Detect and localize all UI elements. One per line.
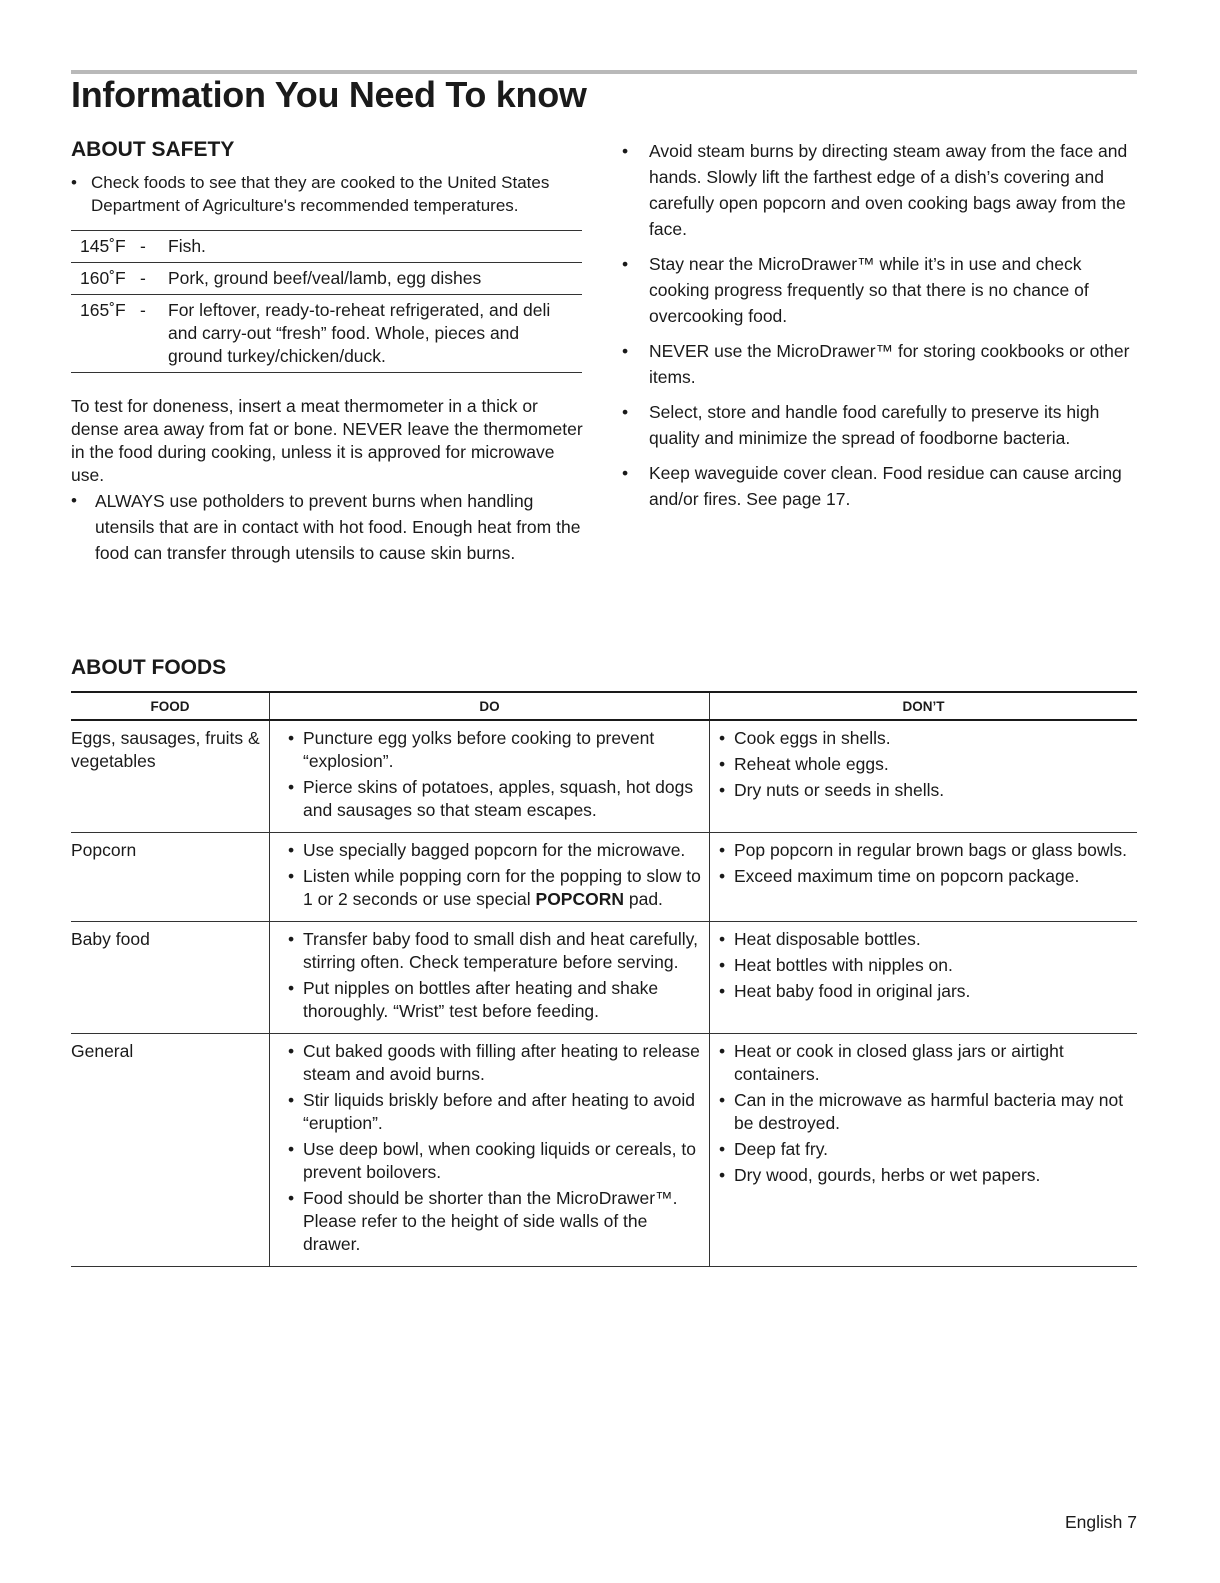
do-text-main: Listen while popping corn for the popping to slow to 1 or 2 seconds or use special: [303, 866, 701, 909]
bullet-dot: •: [719, 840, 726, 860]
dont-item: [719, 839, 1137, 862]
page-footer: English 7: [1065, 1512, 1137, 1532]
food-cell: Baby food: [71, 922, 270, 1034]
safety-bullet: [622, 399, 1142, 451]
do-text: Cut baked goods with filling after heating to release steam and avoid burns.: [303, 1041, 700, 1084]
table-row: [71, 1034, 1137, 1267]
dont-item: [719, 1089, 1137, 1135]
temperature-table: [71, 230, 582, 373]
dont-item: [719, 1164, 1137, 1187]
dont-item: [719, 779, 1137, 802]
doneness-paragraph: To test for doneness, insert a meat thermometer in a thick or dense area away from fat or bone. NEVER leave the thermometer in the food during cooking, unless it is approved for microwave use.: [71, 396, 583, 485]
bullet-dot: •: [288, 777, 295, 797]
do-item: [288, 1187, 709, 1256]
safety-bullet: [622, 138, 1142, 242]
dont-item: [719, 928, 1137, 951]
bullet-text: NEVER use the MicroDrawer™ for storing cookbooks or other items.: [649, 341, 1130, 387]
do-cell: [270, 720, 710, 833]
do-item: [288, 1138, 709, 1184]
dont-cell: [710, 922, 1138, 1034]
bullet-dot: •: [719, 955, 726, 975]
do-item: [288, 928, 709, 974]
do-item: [288, 977, 709, 1023]
bullet-dot: •: [719, 981, 726, 1001]
dont-text: Dry wood, gourds, herbs or wet papers.: [734, 1165, 1041, 1185]
do-cell: [270, 1034, 710, 1267]
column-header-food: FOOD: [71, 692, 270, 720]
temp-dash: -: [140, 300, 146, 320]
do-text: Stir liquids briskly before and after heating to avoid “eruption”.: [303, 1090, 696, 1133]
dont-item: [719, 727, 1137, 750]
temp-desc: For leftover, ready-to-reheat refrigerated, and deli and carry-out “fresh” food. Whole, pieces and ground turkey/chicken/duck.: [168, 300, 551, 366]
bullet-dot: •: [719, 1041, 726, 1061]
bullet-dot: •: [719, 1090, 726, 1110]
temp-dash: -: [140, 236, 146, 256]
bullet-dot: •: [288, 1090, 295, 1110]
do-text: Put nipples on bottles after heating and shake thoroughly. “Wrist” test before feeding.: [303, 978, 659, 1021]
dont-item: [719, 753, 1137, 776]
temp-row: [71, 263, 582, 295]
bullet-dot: •: [288, 1041, 295, 1061]
bullet-dot: •: [622, 402, 629, 422]
do-cell: [270, 833, 710, 922]
bullet-dot: •: [719, 728, 726, 748]
table-row: [71, 922, 1137, 1034]
bullet-dot: •: [288, 978, 295, 998]
do-text: Pierce skins of potatoes, apples, squash, hot dogs and sausages so that steam escapes.: [303, 777, 694, 820]
safety-bullet: [622, 251, 1142, 329]
temp-value: 145˚F: [80, 236, 126, 256]
safety-intro-bullet: [71, 171, 586, 217]
bullet-dot: •: [719, 754, 726, 774]
bullet-dot: •: [288, 1188, 295, 1208]
potholder-bullet: [71, 488, 586, 566]
bullet-dot: •: [719, 929, 726, 949]
do-text: [303, 865, 709, 911]
bullet-dot: •: [288, 840, 295, 860]
do-text: Food should be shorter than the MicroDrawer™. Please refer to the height of side walls of the drawer.: [303, 1188, 678, 1254]
bullet-dot: •: [288, 929, 295, 949]
temp-value: 160˚F: [80, 268, 126, 288]
temp-row: [71, 231, 582, 263]
safety-left-column: [71, 138, 586, 566]
do-item: [288, 1089, 709, 1135]
popcorn-pad-label: POPCORN: [535, 889, 624, 909]
dont-item: [719, 1040, 1137, 1086]
do-text: Puncture egg yolks before cooking to prevent “explosion”.: [303, 728, 655, 771]
safety-bullet: [622, 460, 1142, 512]
table-row: [71, 833, 1137, 922]
do-text: Transfer baby food to small dish and heat carefully, stirring often. Check temperature before serving.: [303, 929, 698, 972]
bullet-dot: •: [288, 866, 295, 886]
dont-item: [719, 865, 1137, 888]
bullet-dot: •: [719, 866, 726, 886]
table-header-row: [71, 692, 1137, 720]
bullet-dot: •: [71, 173, 77, 192]
do-item: [288, 727, 709, 773]
temp-desc: Pork, ground beef/veal/lamb, egg dishes: [168, 268, 482, 288]
bullet-text: Keep waveguide cover clean. Food residue can cause arcing and/or fires. See page 17.: [649, 463, 1122, 509]
table-row: [71, 720, 1137, 833]
safety-bullet: [622, 338, 1142, 390]
page-title: Information You Need To know: [71, 74, 587, 115]
bullet-text: Stay near the MicroDrawer™ while it’s in use and check cooking progress frequently so that there is no chance of overcooking food.: [649, 254, 1089, 326]
dont-text: Heat or cook in closed glass jars or airtight containers.: [734, 1041, 1064, 1084]
temp-dash: -: [140, 268, 146, 288]
bullet-dot: •: [622, 141, 629, 161]
foods-table: [71, 691, 1137, 1267]
dont-item: [719, 980, 1137, 1003]
bullet-dot: •: [71, 491, 77, 510]
safety-right-column: [622, 138, 1142, 521]
dont-cell: [710, 720, 1138, 833]
column-header-do: DO: [270, 692, 710, 720]
dont-item: [719, 1138, 1137, 1161]
do-item: [288, 865, 709, 911]
bullet-dot: •: [622, 463, 629, 483]
dont-cell: [710, 833, 1138, 922]
food-cell: General: [71, 1034, 270, 1267]
dont-cell: [710, 1034, 1138, 1267]
do-item: [288, 776, 709, 822]
do-item: [288, 839, 709, 862]
bullet-dot: •: [622, 254, 629, 274]
do-text: Use deep bowl, when cooking liquids or cereals, to prevent boilovers.: [303, 1139, 696, 1182]
food-cell: Eggs, sausages, fruits & vegetables: [71, 720, 270, 833]
bullet-dot: •: [288, 728, 295, 748]
bullet-dot: •: [719, 1165, 726, 1185]
column-header-dont: DON’T: [710, 692, 1138, 720]
do-item: [288, 1040, 709, 1086]
temp-row: [71, 295, 582, 373]
dont-text: Pop popcorn in regular brown bags or glass bowls.: [734, 840, 1127, 860]
bullet-dot: •: [288, 1139, 295, 1159]
do-text-tail: pad.: [624, 889, 663, 909]
do-cell: [270, 922, 710, 1034]
dont-text: Reheat whole eggs.: [734, 754, 889, 774]
bullet-text: Check foods to see that they are cooked to the United States Department of Agriculture's recommended temperatures.: [91, 173, 550, 215]
dont-text: Cook eggs in shells.: [734, 728, 891, 748]
bullet-text: Select, store and handle food carefully to preserve its high quality and minimize the spread of foodborne bacteria.: [649, 402, 1100, 448]
dont-text: Heat disposable bottles.: [734, 929, 921, 949]
bullet-dot: •: [622, 341, 629, 361]
food-cell: Popcorn: [71, 833, 270, 922]
temp-desc: Fish.: [168, 236, 206, 256]
dont-text: Dry nuts or seeds in shells.: [734, 780, 945, 800]
bullet-dot: •: [719, 1139, 726, 1159]
bullet-dot: •: [719, 780, 726, 800]
dont-text: Heat bottles with nipples on.: [734, 955, 953, 975]
temp-value: 165˚F: [80, 300, 126, 320]
dont-text: Deep fat fry.: [734, 1139, 829, 1159]
bullet-text: ALWAYS use potholders to prevent burns when handling utensils that are in contact with hot food. Enough heat from the food can transfer through utensils to cause skin burns.: [95, 491, 581, 563]
foods-heading: ABOUT FOODS: [71, 656, 227, 679]
dont-text: Heat baby food in original jars.: [734, 981, 971, 1001]
bullet-text: Avoid steam burns by directing steam away from the face and hands. Slowly lift the farthest edge of a dish’s covering and carefully open popcorn and oven cooking bags away from the face.: [649, 141, 1128, 239]
dont-text: Can in the microwave as harmful bacteria may not be destroyed.: [734, 1090, 1124, 1133]
dont-item: [719, 954, 1137, 977]
safety-heading: ABOUT SAFETY: [71, 138, 235, 161]
dont-text: Exceed maximum time on popcorn package.: [734, 866, 1080, 886]
do-text: Use specially bagged popcorn for the microwave.: [303, 840, 686, 860]
